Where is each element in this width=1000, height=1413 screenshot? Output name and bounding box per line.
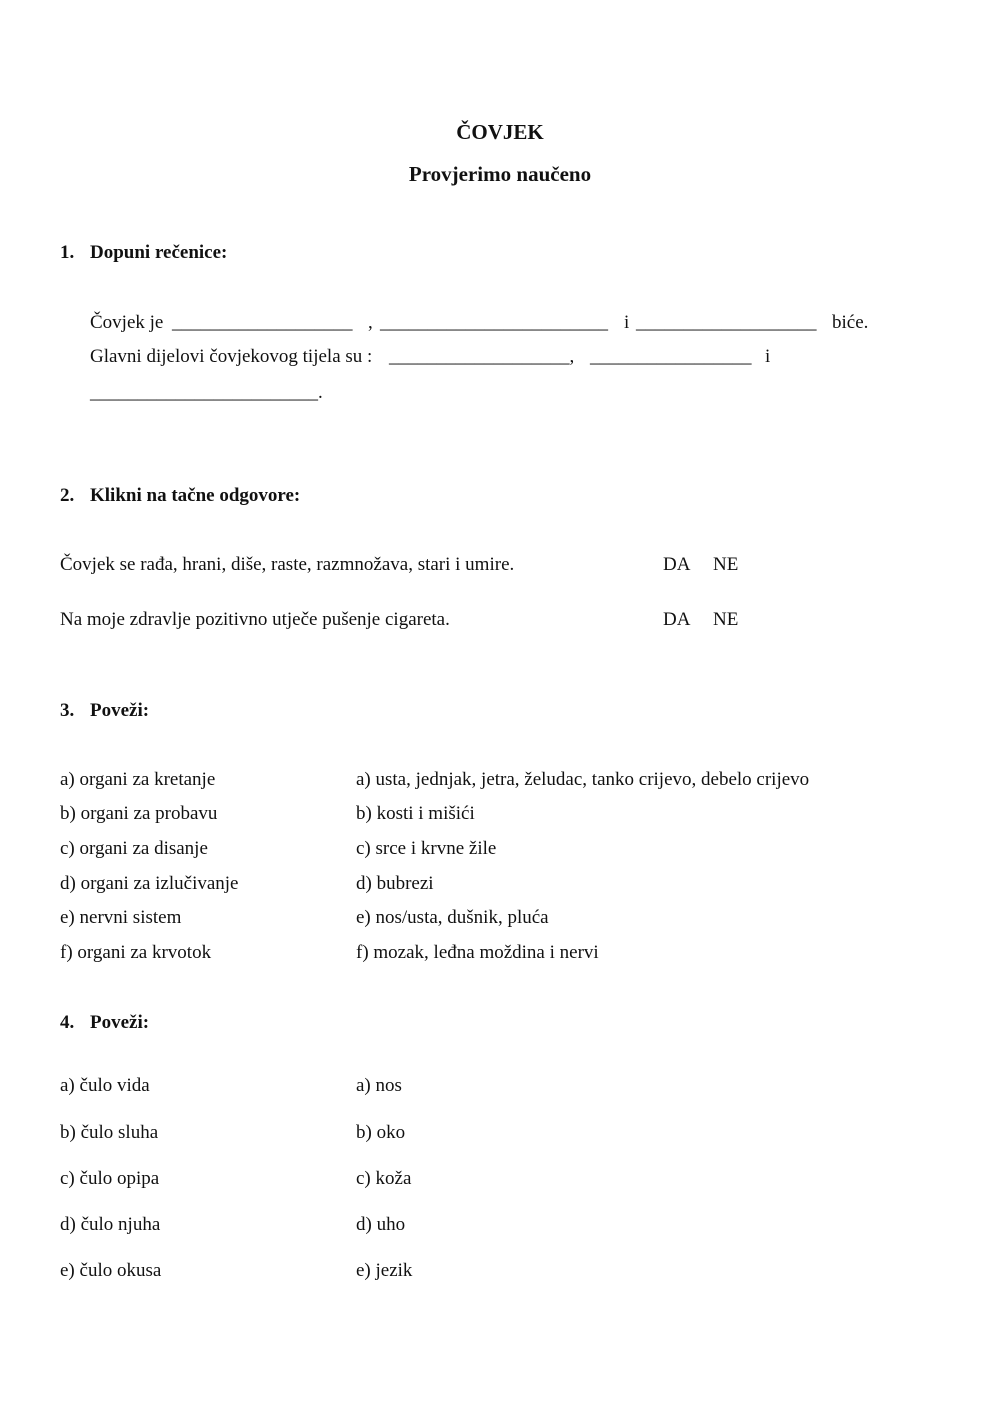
q1-line1-conj: i [624,312,630,333]
q4-right-item[interactable]: a) nos [356,1075,402,1096]
page-title: ČOVJEK [456,120,544,144]
q3-left-item[interactable]: a) organi za kretanje [60,769,216,790]
q1-line1-blank1[interactable]: ___________________ [172,312,353,333]
q4-number: 4. [60,1012,75,1033]
q4-right-item[interactable]: c) koža [356,1168,412,1189]
q4-left-item[interactable]: c) čulo opipa [60,1168,160,1189]
q1-number: 1. [60,242,75,263]
q4-heading: Poveži: [90,1012,150,1033]
q1-line1-blank2[interactable]: ________________________ [380,312,608,333]
q4-left-item[interactable]: a) čulo vida [60,1075,150,1096]
q3-left-item[interactable]: f) organi za krvotok [60,942,212,963]
q2-statement-2: Na moje zdravlje pozitivno utječe pušenje cigareta. [60,609,450,630]
q4-left-item[interactable]: b) čulo sluha [60,1122,159,1143]
q1-line2-prefix: Glavni dijelovi čovjekovog tijela su : [90,346,373,367]
q1-line2-blank1[interactable]: ___________________, [389,346,575,367]
q2-answer-yes-1[interactable]: DA [663,554,691,575]
q4-left-item[interactable]: d) čulo njuha [60,1214,161,1235]
q1-line2-conj: i [765,346,771,367]
q3-left-item[interactable]: d) organi za izlučivanje [60,873,239,894]
q3-number: 3. [60,700,75,721]
q2-heading: Klikni na tačne odgovore: [90,485,301,506]
q4-left-item[interactable]: e) čulo okusa [60,1260,162,1281]
q3-right-item[interactable]: b) kosti i mišići [356,803,475,824]
q2-answer-no-1[interactable]: NE [713,554,739,575]
q3-right-item[interactable]: d) bubrezi [356,873,434,894]
q3-left-item[interactable]: e) nervni sistem [60,907,182,928]
q2-number: 2. [60,485,75,506]
q1-line3-blank[interactable]: ________________________. [90,382,323,403]
q3-right-item[interactable]: f) mozak, leđna moždina i nervi [356,942,599,963]
q3-left-item[interactable]: c) organi za disanje [60,838,208,859]
q3-right-item[interactable]: a) usta, jednjak, jetra, želudac, tanko crijevo, debelo crijevo [356,769,810,790]
q3-left-item[interactable]: b) organi za probavu [60,803,218,824]
q4-right-item[interactable]: e) jezik [356,1260,413,1281]
q2-answer-no-2[interactable]: NE [713,609,739,630]
q4-right-item[interactable]: b) oko [356,1122,406,1143]
q1-line1-blank3[interactable]: ___________________ [636,312,817,333]
q3-heading: Poveži: [90,700,150,721]
q1-line1-prefix: Čovjek je [90,312,164,333]
q3-right-item[interactable]: e) nos/usta, dušnik, pluća [356,907,549,928]
q1-line2-blank2[interactable]: _________________ [590,346,752,367]
q4-right-item[interactable]: d) uho [356,1214,406,1235]
q1-line1-suffix: biće. [832,312,869,333]
q3-right-item[interactable]: c) srce i krvne žile [356,838,497,859]
page-subtitle: Provjerimo naučeno [408,162,592,186]
q1-heading: Dopuni rečenice: [90,242,228,263]
q2-statement-1: Čovjek se rađa, hrani, diše, raste, razmnožava, stari i umire. [60,554,515,575]
q1-line1-comma: , [368,312,373,333]
q2-answer-yes-2[interactable]: DA [663,609,691,630]
